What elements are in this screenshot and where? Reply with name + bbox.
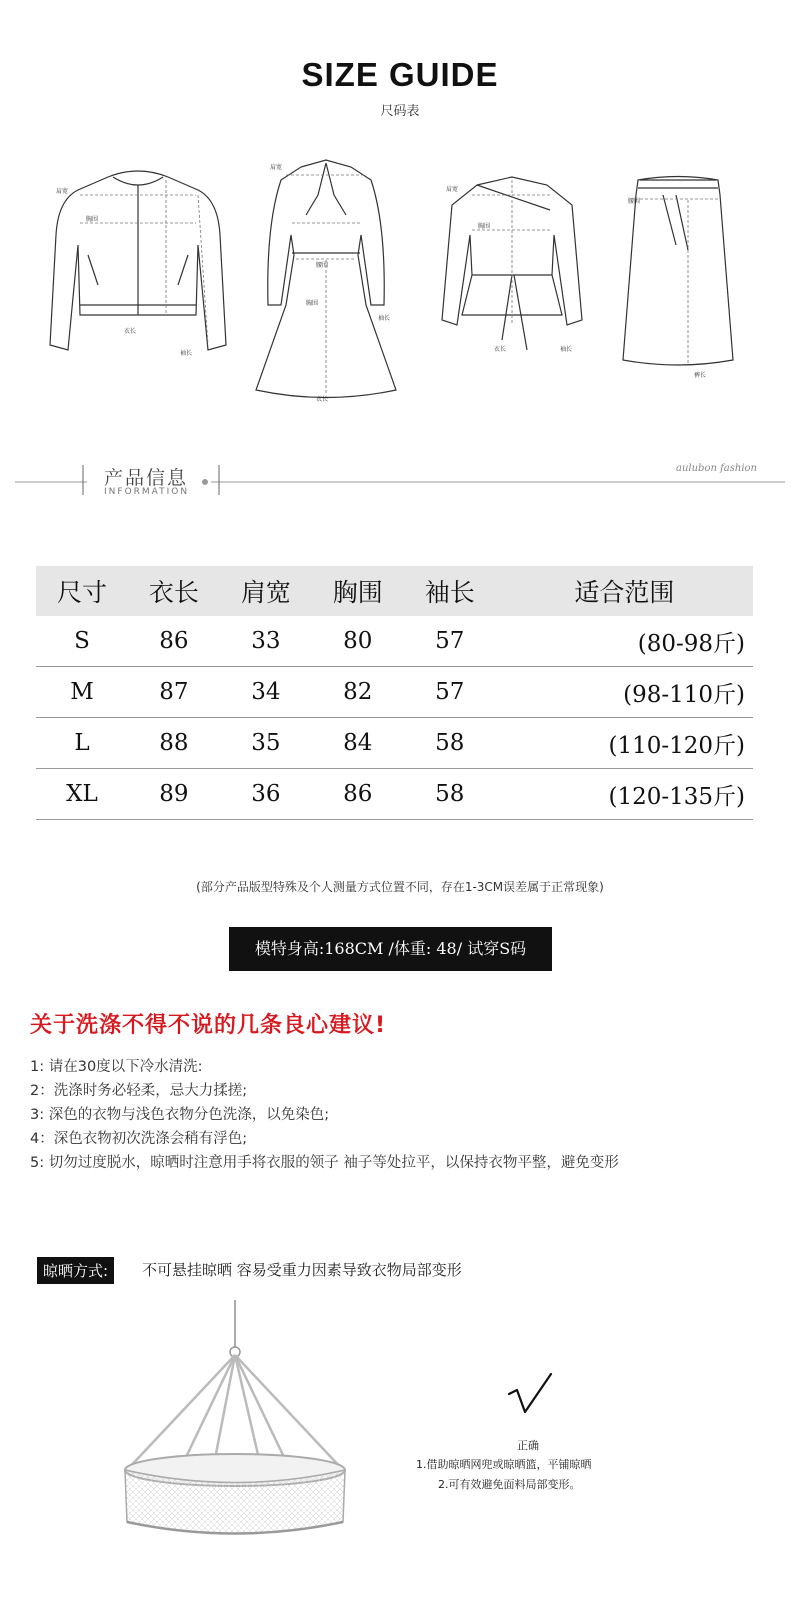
- page-title: SIZE GUIDE: [301, 56, 499, 93]
- cell-length: 87: [128, 667, 220, 718]
- cell-size: M: [36, 667, 128, 718]
- washing-list: [30, 1055, 619, 1175]
- cell-length: 86: [128, 616, 220, 667]
- cell-shoulder: 34: [220, 667, 312, 718]
- cell-chest: 80: [312, 616, 404, 667]
- list-item: 5: 切勿过度脱水，晾晒时注意用手将衣服的领子 袖子等处拉平，以保持衣物平整，避免变形: [30, 1155, 619, 1171]
- cell-fit-range: (110-120斤): [496, 718, 753, 769]
- table-header-row: [36, 566, 753, 616]
- header-shoulder: 肩宽: [220, 566, 312, 616]
- washing-title: 关于洗涤不得不说的几条良心建议!: [30, 1013, 387, 1038]
- list-item: 4：深色衣物初次洗涤会稍有浮色;: [30, 1131, 248, 1147]
- drying-basket-image: [115, 1300, 355, 1540]
- brand-signature: aulubon fashion: [676, 463, 757, 474]
- dress-label-chest: 胸围: [306, 300, 319, 307]
- table-row: [36, 718, 753, 769]
- pants-illustration: [618, 155, 738, 385]
- correct-tip-1: 1.借助晾晒网兜或晾晒篮，平铺晾晒: [416, 1458, 592, 1471]
- blouse-label-sleeve: 袖长: [560, 346, 573, 353]
- header-sleeve: 袖长: [404, 566, 496, 616]
- cell-chest: 86: [312, 769, 404, 820]
- model-info-box: 模特身高:168CM /体重: 48/ 试穿S码: [229, 927, 552, 971]
- pants-label-length: 裤长: [694, 372, 707, 379]
- blouse-label-shoulder: 肩宽: [446, 186, 459, 193]
- list-item: 1: 请在30度以下冷水清洗:: [30, 1059, 203, 1075]
- blouse-label-length: 衣长: [494, 346, 507, 353]
- cell-size: S: [36, 616, 128, 667]
- jacket-label-sleeve: 袖长: [180, 350, 193, 357]
- correct-tip-2: 2.可有效避免面料局部变形。: [438, 1478, 581, 1491]
- page-subtitle: 尺码表: [380, 104, 420, 119]
- cell-sleeve: 57: [404, 616, 496, 667]
- cell-shoulder: 35: [220, 718, 312, 769]
- dress-illustration: [246, 155, 406, 405]
- dress-label-length: 衣长: [316, 396, 329, 403]
- blouse-illustration: [432, 155, 592, 365]
- measurement-note: (部分产品版型特殊及个人测量方式位置不同，存在1-3CM误差属于正常现象): [196, 880, 604, 894]
- cell-fit-range: (98-110斤): [496, 667, 753, 718]
- dress-label-shoulder: 肩宽: [270, 164, 283, 171]
- header-size: 尺寸: [36, 566, 128, 616]
- cell-size: XL: [36, 769, 128, 820]
- cell-shoulder: 33: [220, 616, 312, 667]
- list-item: 3: 深色的衣物与浅色衣物分色洗涤，以免染色;: [30, 1107, 330, 1123]
- header-fit-range: 适合范围: [496, 566, 753, 616]
- cell-fit-range: (80-98斤): [496, 616, 753, 667]
- cell-sleeve: 58: [404, 769, 496, 820]
- cell-length: 88: [128, 718, 220, 769]
- size-table: [36, 566, 753, 820]
- table-row: [36, 769, 753, 820]
- header-length: 衣长: [128, 566, 220, 616]
- info-subtitle: INFORMATION: [104, 487, 190, 497]
- cell-length: 89: [128, 769, 220, 820]
- jacket-label-chest: 胸围: [86, 216, 99, 223]
- pants-label-waist: 腰围: [628, 198, 641, 205]
- cell-fit-range: (120-135斤): [496, 769, 753, 820]
- drying-text: 不可悬挂晾晒 容易受重力因素导致衣物局部变形: [142, 1261, 462, 1279]
- info-title: 产品信息: [104, 467, 189, 489]
- jacket-label-shoulder: 肩宽: [56, 188, 69, 195]
- cell-sleeve: 57: [404, 667, 496, 718]
- header-chest: 胸围: [312, 566, 404, 616]
- jacket-illustration: [48, 155, 228, 375]
- list-item: 2：洗涤时务必轻柔，忌大力揉搓;: [30, 1083, 248, 1099]
- dress-label-waist: 腰围: [316, 262, 329, 269]
- cell-shoulder: 36: [220, 769, 312, 820]
- checkmark-icon: [505, 1372, 555, 1422]
- table-row: [36, 616, 753, 667]
- cell-sleeve: 58: [404, 718, 496, 769]
- jacket-label-length: 衣长: [124, 328, 137, 335]
- cell-chest: 84: [312, 718, 404, 769]
- table-row: [36, 667, 753, 718]
- drying-label: 晾晒方式:: [37, 1257, 114, 1284]
- cell-size: L: [36, 718, 128, 769]
- dress-label-sleeve: 袖长: [378, 315, 391, 322]
- cell-chest: 82: [312, 667, 404, 718]
- correct-title: 正确: [517, 1439, 539, 1452]
- blouse-label-chest: 胸围: [478, 223, 491, 230]
